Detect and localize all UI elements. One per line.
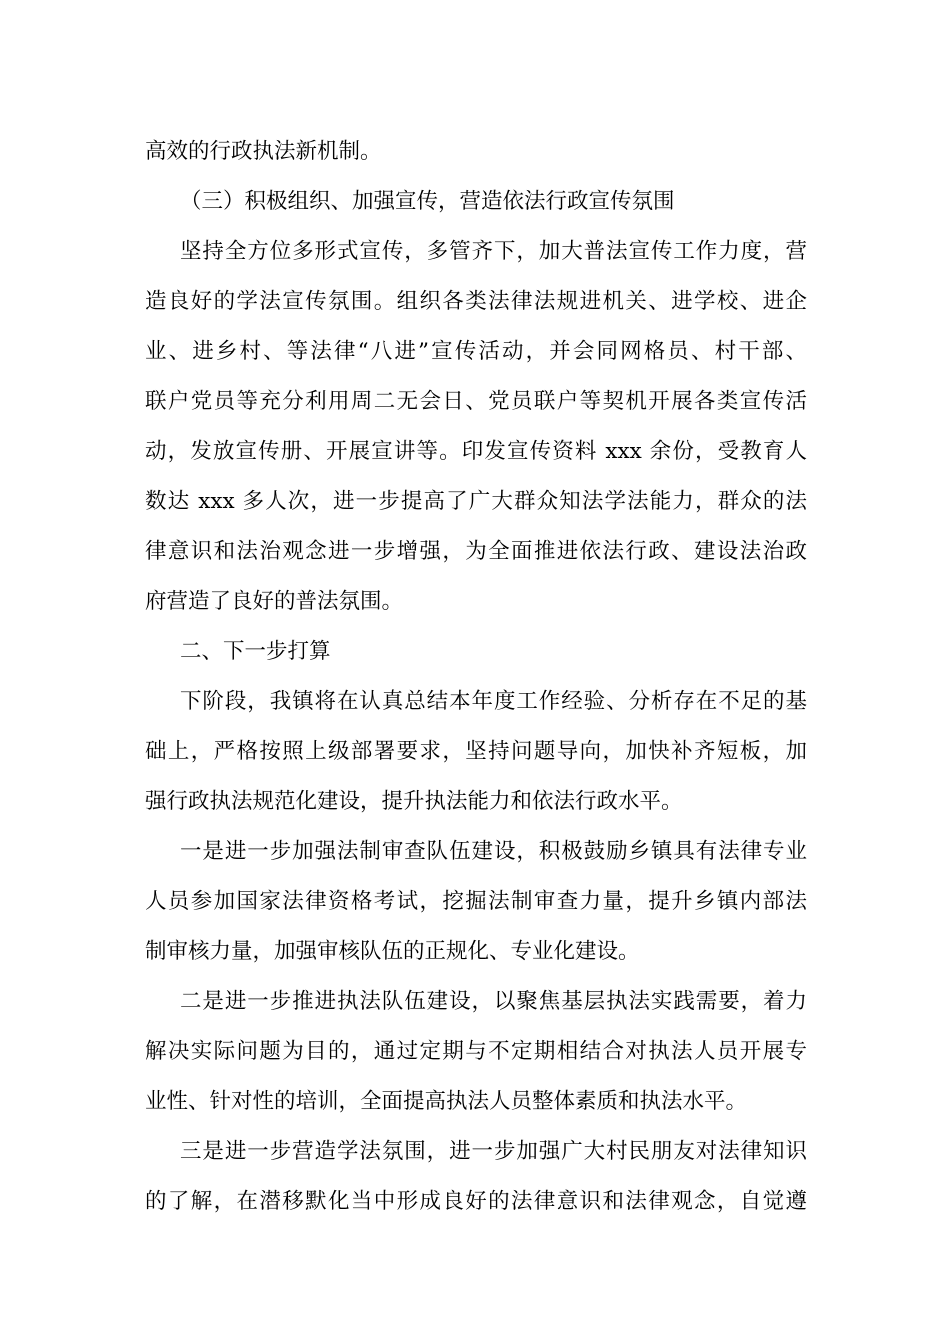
text-line: 下阶段，我镇将在认真总结本年度工作经验、分析存在不足的基 [180,689,807,714]
text-line: 坚持全方位多形式宣传，多管齐下，加大普法宣传工作力度，营 [180,239,807,264]
text-line: 三是进一步营造学法氛围，进一步加强广大村民朋友对法律知识 [180,1139,807,1164]
text-line: 二是进一步推进执法队伍建设，以聚焦基层执法实践需要，着力 [180,989,807,1014]
text-line: 数达 xxx 多人次，进一步提高了广大群众知法学法能力，群众的法 [145,489,807,514]
text-line: 础上，严格按照上级部署要求，坚持问题导向，加快补齐短板，加 [145,739,807,764]
section-heading: 二、下一步打算 [180,639,331,664]
text-line: 律意识和法治观念进一步增强，为全面推进依法行政、建设法治政 [145,539,807,564]
text-line: 造良好的学法宣传氛围。组织各类法律法规进机关、进学校、进企 [145,289,807,314]
text-line: 制审核力量，加强审核队伍的正规化、专业化建设。 [145,939,640,964]
text-line: 高效的行政执法新机制。 [145,139,382,164]
text-line: 人员参加国家法律资格考试，挖掘法制审查力量，提升乡镇内部法 [145,889,807,914]
text-line: 业性、针对性的培训，全面提高执法人员整体素质和执法水平。 [145,1089,748,1114]
text-line: 动，发放宣传册、开展宣讲等。印发宣传资料 xxx 余份，受教育人 [145,439,807,464]
text-line: 联户党员等充分利用周二无会日、党员联户等契机开展各类宣传活 [145,389,807,414]
text-line: 的了解，在潜移默化当中形成良好的法律意识和法律观念，自觉遵 [145,1189,807,1214]
text-line: 业、进乡村、等法律“八进”宣传活动，并会同网格员、村干部、 [145,339,807,364]
text-line: 府营造了良好的普法氛围。 [145,589,404,614]
section-heading: （三）积极组织、加强宣传，营造依法行政宣传氛围 [180,189,675,214]
text-line: 一是进一步加强法制审查队伍建设，积极鼓励乡镇具有法律专业 [180,839,807,864]
text-line: 解决实际问题为目的，通过定期与不定期相结合对执法人员开展专 [145,1039,807,1064]
text-line: 强行政执法规范化建设，提升执法能力和依法行政水平。 [145,789,683,814]
